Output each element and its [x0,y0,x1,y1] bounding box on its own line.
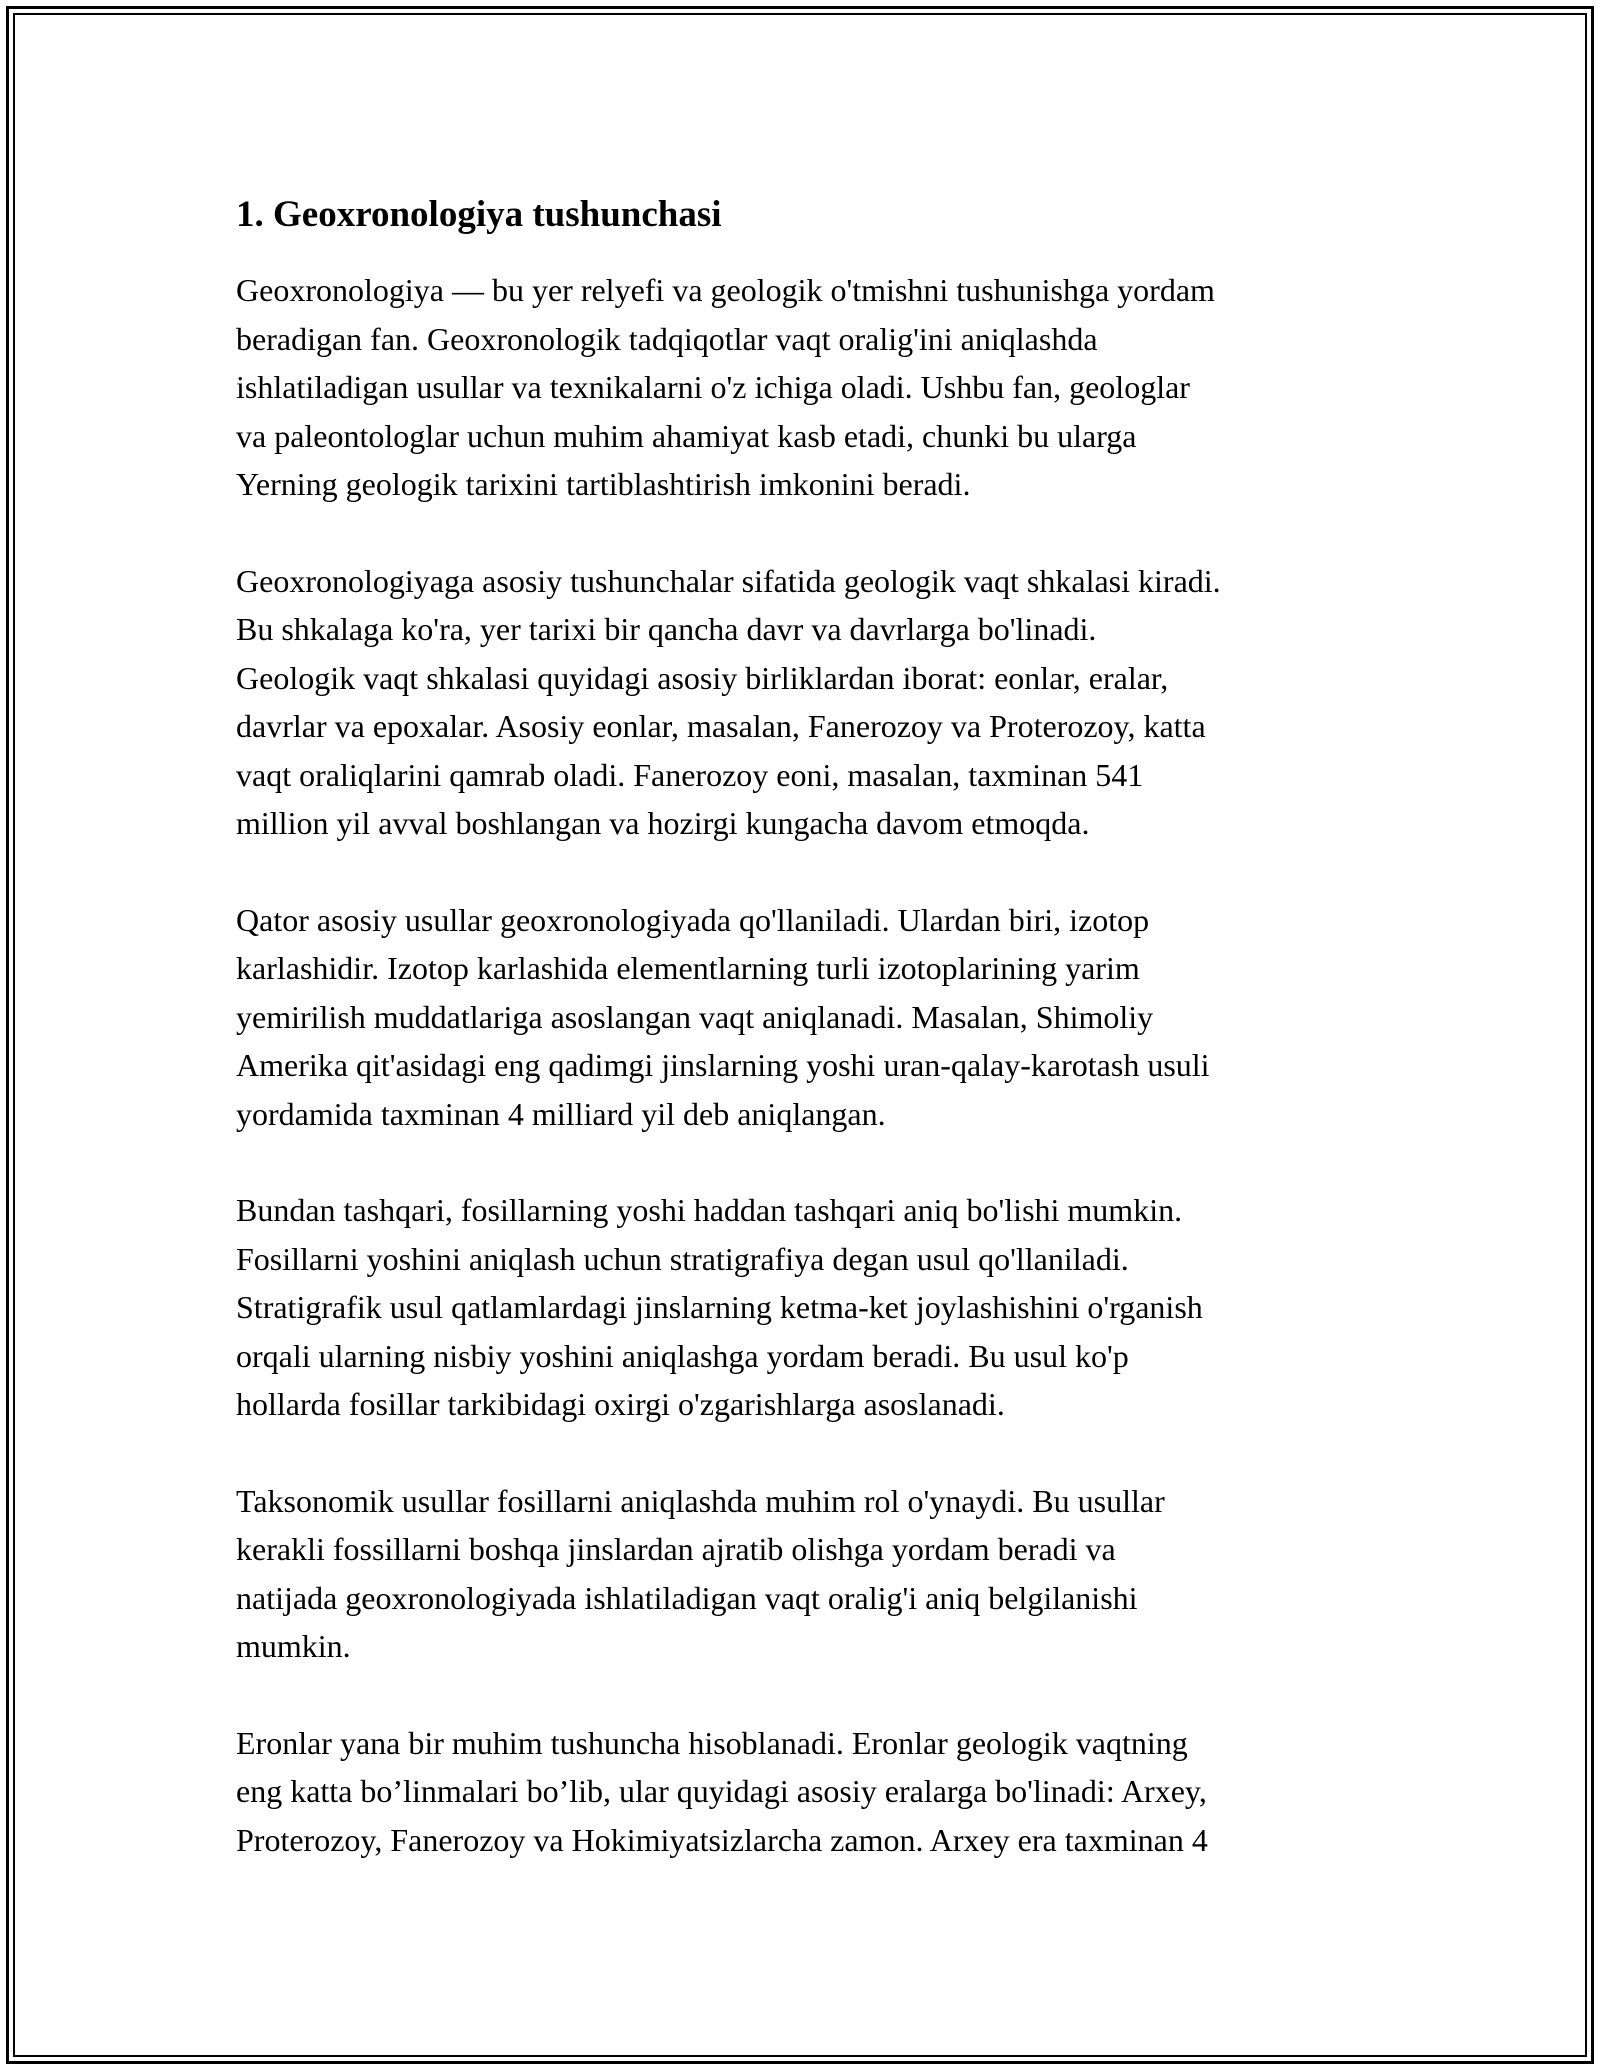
paragraph-6 [236,1719,1376,1865]
paragraph-line: mumkin. [236,1628,351,1664]
paragraph-line: ishlatiladigan usullar va texnikalarni o'z ichiga oladi. Ushbu fan, geologlar [236,369,1190,405]
paragraph-line: Fosillarni yoshini aniqlash uchun stratigrafiya degan usul qo'llaniladi. [236,1240,1129,1277]
paragraph-line: Taksonomik usullar fosillarni aniqlashda muhim rol o'ynaydi. Bu usullar [236,1482,1165,1519]
paragraph-4 [236,1186,1376,1429]
paragraph-line: million yil avval boshlangan va hozirgi kungacha davom etmoqda. [236,805,1090,841]
paragraph-line: Stratigrafik usul qatlamlardagi jinslarning ketma-ket joylashishini o'rganish [236,1289,1203,1325]
paragraph-line: va paleontologlar uchun muhim ahamiyat kasb etadi, chunki bu ularga [236,417,1137,454]
document-body [236,188,1376,1912]
paragraph-line: davrlar va epoxalar. Asosiy eonlar, masalan, Fanerozoy va Proterozoy, katta [236,708,1206,744]
paragraph-line: Yerning geologik tarixini tartiblashtirish imkonini beradi. [236,466,971,502]
paragraph-line: Bu shkalaga ko'ra, yer tarixi bir qancha davr va davrlarga bo'linadi. [236,611,1097,647]
paragraph-line: yemirilish muddatlariga asoslangan vaqt aniqlanadi. Masalan, Shimoliy [236,998,1154,1035]
paragraph-line: Eronlar yana bir muhim tushuncha hisoblanadi. Eronlar geologik vaqtning [236,1724,1188,1761]
paragraph-line: vaqt oraliqlarini qamrab oladi. Fanerozoy eoni, masalan, taxminan 541 [236,756,1144,793]
paragraph-line: kerakli fossillarni boshqa jinslardan ajratib olishga yordam beradi va [236,1531,1116,1567]
paragraph-line: eng katta bo’linmalari bo’lib, ular quyidagi asosiy eralarga bo'linadi: Arxey, [236,1773,1207,1809]
section-heading: 1. Geoxronologiya tushunchasi [236,194,722,235]
paragraph-3 [236,896,1376,1139]
paragraph-line: Proterozoy, Fanerozoy va Hokimiyatsizlarcha zamon. Arxey era taxminan 4 [236,1821,1208,1858]
paragraph-line: natijada geoxronologiyada ishlatiladigan vaqt oralig'i aniq belgilanishi [236,1579,1138,1616]
paragraph-line: Geoxronologiya — bu yer relyefi va geologik o'tmishni tushunishga yordam [236,272,1215,308]
paragraph-line: Geologik vaqt shkalasi quyidagi asosiy birliklardan iborat: eonlar, eralar, [236,659,1169,696]
paragraph-2 [236,557,1376,848]
paragraph-5 [236,1477,1376,1671]
paragraph-line: orqali ularning nisbiy yoshini aniqlashga yordam beradi. Bu usul ko'p [236,1337,1129,1374]
paragraph-line: Geoxronologiyaga asosiy tushunchalar sifatida geologik vaqt shkalasi kiradi. [236,562,1221,599]
paragraph-1 [236,266,1376,509]
paragraph-line: yordamida taxminan 4 milliard yil deb aniqlangan. [236,1095,886,1132]
paragraph-line: Amerika qit'asidagi eng qadimgi jinslarning yoshi uran-qalay-karotash usuli [236,1047,1210,1083]
paragraph-line: karlashidir. Izotop karlashida elementlarning turli izotoplarining yarim [236,950,1140,986]
paragraph-line: beradigan fan. Geoxronologik tadqiqotlar vaqt oralig'ini aniqlashda [236,320,1098,357]
paragraph-line: hollarda fosillar tarkibidagi oxirgi o'zgarishlarga asoslanadi. [236,1386,1005,1422]
paragraph-line: Bundan tashqari, fosillarning yoshi haddan tashqari aniq bo'lishi mumkin. [236,1192,1183,1228]
paragraph-line: Qator asosiy usullar geoxronologiyada qo'llaniladi. Ulardan biri, izotop [236,901,1150,938]
